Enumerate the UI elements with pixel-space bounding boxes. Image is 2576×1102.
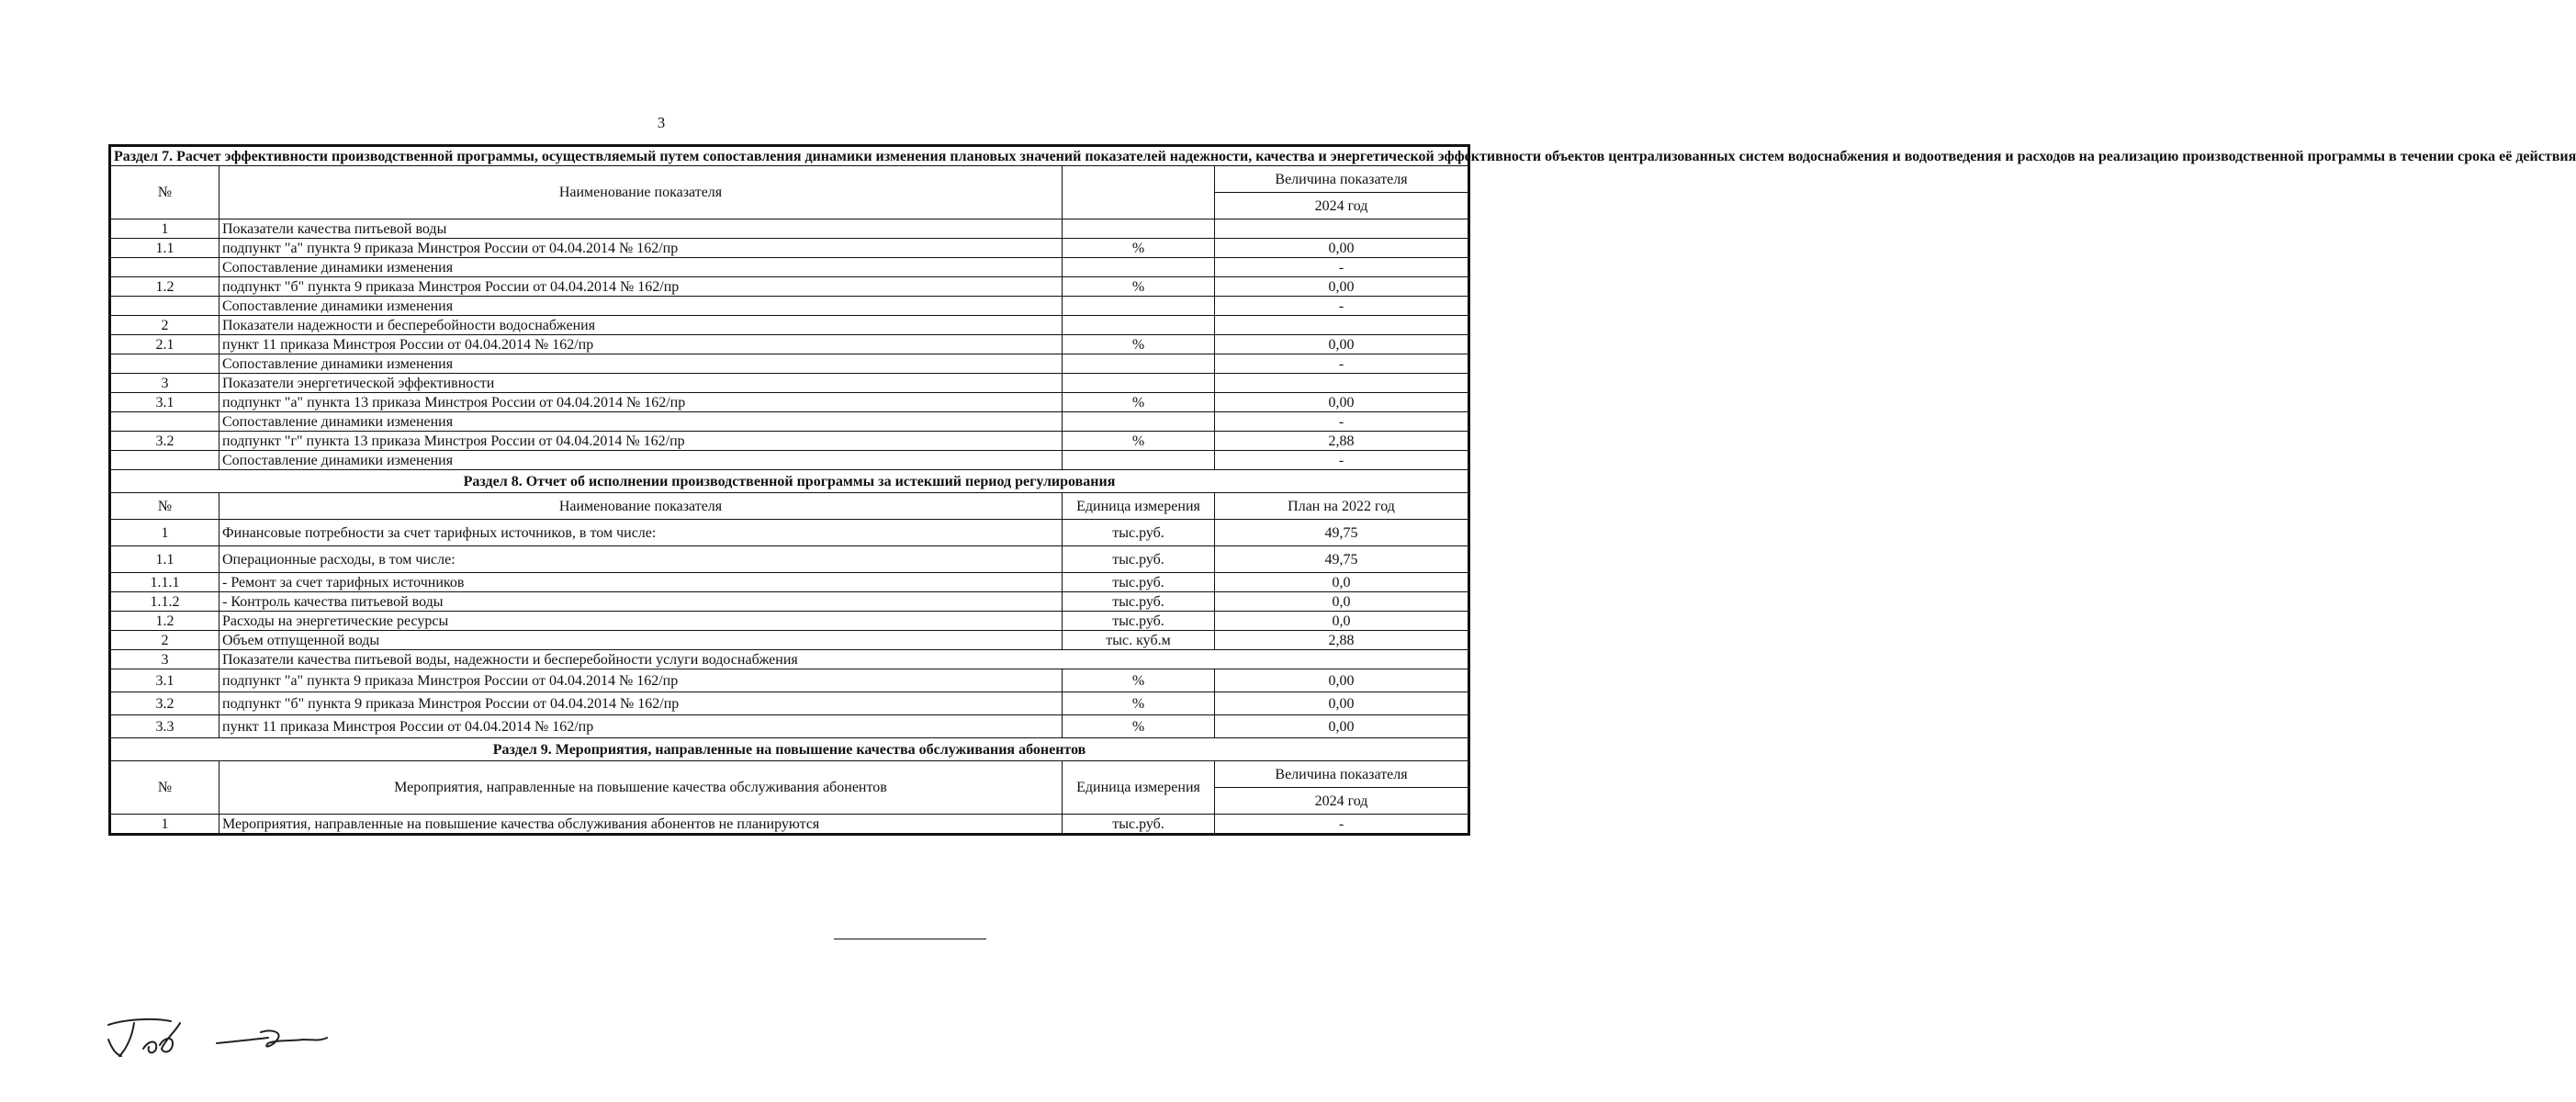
column-header-unit: Единица измерения (1063, 761, 1215, 815)
column-header-number: № (110, 493, 219, 520)
table-row (110, 393, 1469, 412)
section7-title: Раздел 7. Расчет эффективности производственной программы, осуществляемый путем сопоставления динамики изменения плановых значений показателей надежности, качества и энергетической эффективности объектов централизованных систем водоснабжения и водоотведения и расходов на реализацию производственной программы в течении срока её действия (110, 146, 1469, 166)
column-header-name: Наименование показателя (219, 166, 1063, 219)
row-name: - Ремонт за счет тарифных источников (219, 573, 1063, 592)
row-unit (1063, 219, 1215, 239)
row-name: Сопоставление динамики изменения (219, 354, 1063, 374)
table-row (110, 650, 1469, 669)
row-value: 0,0 (1215, 573, 1469, 592)
table-row (110, 239, 1469, 258)
row-number: 3 (110, 374, 219, 393)
section7-header-row (110, 166, 1469, 193)
row-name: - Контроль качества питьевой воды (219, 592, 1063, 612)
table-row (110, 669, 1469, 692)
report-table (108, 144, 2576, 836)
row-number: 3.2 (110, 692, 219, 715)
row-number: 1.1 (110, 239, 219, 258)
row-unit: тыс.руб. (1063, 815, 1215, 835)
row-unit: % (1063, 715, 1215, 738)
row-number (110, 258, 219, 277)
row-name: Мероприятия, направленные на повышение качества обслуживания абонентов не планируются (219, 815, 1063, 835)
row-name: Сопоставление динамики изменения (219, 297, 1063, 316)
row-number (110, 412, 219, 432)
row-unit: % (1063, 692, 1215, 715)
table-row (110, 412, 1469, 432)
row-value: 0,00 (1215, 335, 1469, 354)
column-header-value: Величина показателя (1215, 166, 1469, 193)
row-unit: тыс. куб.м (1063, 631, 1215, 650)
column-header-number: № (110, 761, 219, 815)
table-row (110, 692, 1469, 715)
row-value: 2,88 (1215, 432, 1469, 451)
row-value: - (1215, 412, 1469, 432)
row-value: 0,00 (1215, 692, 1469, 715)
table-row (110, 546, 1469, 573)
column-header-number: № (110, 166, 219, 219)
table-row (110, 815, 1469, 835)
row-name: Сопоставление динамики изменения (219, 451, 1063, 470)
row-unit (1063, 374, 1215, 393)
row-value: 49,75 (1215, 520, 1469, 546)
table-row (110, 335, 1469, 354)
row-unit: тыс.руб. (1063, 612, 1215, 631)
row-value (1215, 374, 1469, 393)
table-row (110, 573, 1469, 592)
row-value: 0,00 (1215, 669, 1469, 692)
table-row (110, 374, 1469, 393)
row-number: 1 (110, 520, 219, 546)
row-unit: % (1063, 277, 1215, 297)
row-name: Сопоставление динамики изменения (219, 258, 1063, 277)
row-unit (1063, 354, 1215, 374)
row-name: пункт 11 приказа Минстроя России от 04.04.2014 № 162/пр (219, 715, 1063, 738)
row-unit: % (1063, 393, 1215, 412)
section9-header-row (110, 761, 1469, 788)
table-row (110, 277, 1469, 297)
row-name: Финансовые потребности за счет тарифных источников, в том числе: (219, 520, 1063, 546)
row-number: 3.2 (110, 432, 219, 451)
row-unit: % (1063, 669, 1215, 692)
row-name: подпункт "а" пункта 13 приказа Минстроя России от 04.04.2014 № 162/пр (219, 393, 1063, 412)
row-name: подпункт "г" пункта 13 приказа Минстроя России от 04.04.2014 № 162/пр (219, 432, 1063, 451)
table-row (110, 715, 1469, 738)
row-name: пункт 11 приказа Минстроя России от 04.04.2014 № 162/пр (219, 335, 1063, 354)
row-value: 0,0 (1215, 612, 1469, 631)
table-row (110, 219, 1469, 239)
table-row (110, 612, 1469, 631)
row-unit (1063, 412, 1215, 432)
table-row (110, 432, 1469, 451)
page-number: 3 (657, 114, 666, 131)
row-unit (1063, 451, 1215, 470)
table-row (110, 520, 1469, 546)
row-value (1215, 316, 1469, 335)
row-number: 2 (110, 631, 219, 650)
row-value: 2,88 (1215, 631, 1469, 650)
section8-header-row (110, 493, 1469, 520)
row-number: 3.1 (110, 393, 219, 412)
row-unit (1063, 316, 1215, 335)
row-unit: тыс.руб. (1063, 520, 1215, 546)
row-number: 1.1 (110, 546, 219, 573)
table-row (110, 592, 1469, 612)
table-row (110, 451, 1469, 470)
row-number: 1.2 (110, 277, 219, 297)
column-header-unit: Единица измерения (1063, 493, 1215, 520)
row-value: - (1215, 451, 1469, 470)
row-number (110, 451, 219, 470)
table-row (110, 354, 1469, 374)
row-name: Показатели энергетической эффективности (219, 374, 1063, 393)
section9-title-row (110, 738, 1469, 761)
row-number: 3.3 (110, 715, 219, 738)
signature-image (107, 1012, 345, 1067)
row-name: Показатели надежности и бесперебойности водоснабжения (219, 316, 1063, 335)
column-header-unit (1063, 166, 1215, 219)
row-number (110, 354, 219, 374)
row-number: 1.1.1 (110, 573, 219, 592)
column-header-value: Величина показателя (1215, 761, 1469, 788)
row-unit (1063, 297, 1215, 316)
row-unit: тыс.руб. (1063, 546, 1215, 573)
row-value (1215, 219, 1469, 239)
row-unit: % (1063, 432, 1215, 451)
row-value: - (1215, 815, 1469, 835)
row-unit: % (1063, 335, 1215, 354)
row-number: 3 (110, 650, 219, 669)
column-header-year: 2024 год (1215, 193, 1469, 219)
row-name: Объем отпущенной воды (219, 631, 1063, 650)
row-unit: тыс.руб. (1063, 573, 1215, 592)
row-name: подпункт "б" пункта 9 приказа Минстроя России от 04.04.2014 № 162/пр (219, 277, 1063, 297)
row-name: Сопоставление динамики изменения (219, 412, 1063, 432)
table-row (110, 297, 1469, 316)
row-value: - (1215, 354, 1469, 374)
row-name: подпункт "а" пункта 9 приказа Минстроя России от 04.04.2014 № 162/пр (219, 669, 1063, 692)
table-row (110, 258, 1469, 277)
row-number: 1.1.2 (110, 592, 219, 612)
section9-title: Раздел 9. Мероприятия, направленные на повышение качества обслуживания абонентов (110, 738, 1469, 761)
section8-title: Раздел 8. Отчет об исполнении производственной программы за истекший период регулирования (110, 470, 1469, 493)
section8-title-row (110, 470, 1469, 493)
row-unit: тыс.руб. (1063, 592, 1215, 612)
row-value: 0,00 (1215, 715, 1469, 738)
table-row (110, 631, 1469, 650)
column-header-name: Мероприятия, направленные на повышение качества обслуживания абонентов (219, 761, 1063, 815)
row-value: 0,00 (1215, 277, 1469, 297)
row-number: 3.1 (110, 669, 219, 692)
row-name: Показатели качества питьевой воды (219, 219, 1063, 239)
row-name: Показатели качества питьевой воды, надежности и бесперебойности услуги водоснабжения (219, 650, 1469, 669)
row-value: 0,0 (1215, 592, 1469, 612)
row-name: подпункт "б" пункта 9 приказа Минстроя России от 04.04.2014 № 162/пр (219, 692, 1063, 715)
row-number (110, 297, 219, 316)
row-number: 1 (110, 219, 219, 239)
row-number: 2.1 (110, 335, 219, 354)
row-number: 1.2 (110, 612, 219, 631)
row-value: 49,75 (1215, 546, 1469, 573)
column-header-year: 2024 год (1215, 788, 1469, 815)
row-value: 0,00 (1215, 393, 1469, 412)
row-value: - (1215, 258, 1469, 277)
row-value: - (1215, 297, 1469, 316)
column-header-name: Наименование показателя (219, 493, 1063, 520)
row-name: подпункт "а" пункта 9 приказа Минстроя России от 04.04.2014 № 162/пр (219, 239, 1063, 258)
row-name: Операционные расходы, в том числе: (219, 546, 1063, 573)
section7-title-row (110, 146, 1469, 166)
row-number: 1 (110, 815, 219, 835)
row-name: Расходы на энергетические ресурсы (219, 612, 1063, 631)
table-row (110, 316, 1469, 335)
row-unit: % (1063, 239, 1215, 258)
row-unit (1063, 258, 1215, 277)
column-header-plan: План на 2022 год (1215, 493, 1469, 520)
row-value: 0,00 (1215, 239, 1469, 258)
row-number: 2 (110, 316, 219, 335)
